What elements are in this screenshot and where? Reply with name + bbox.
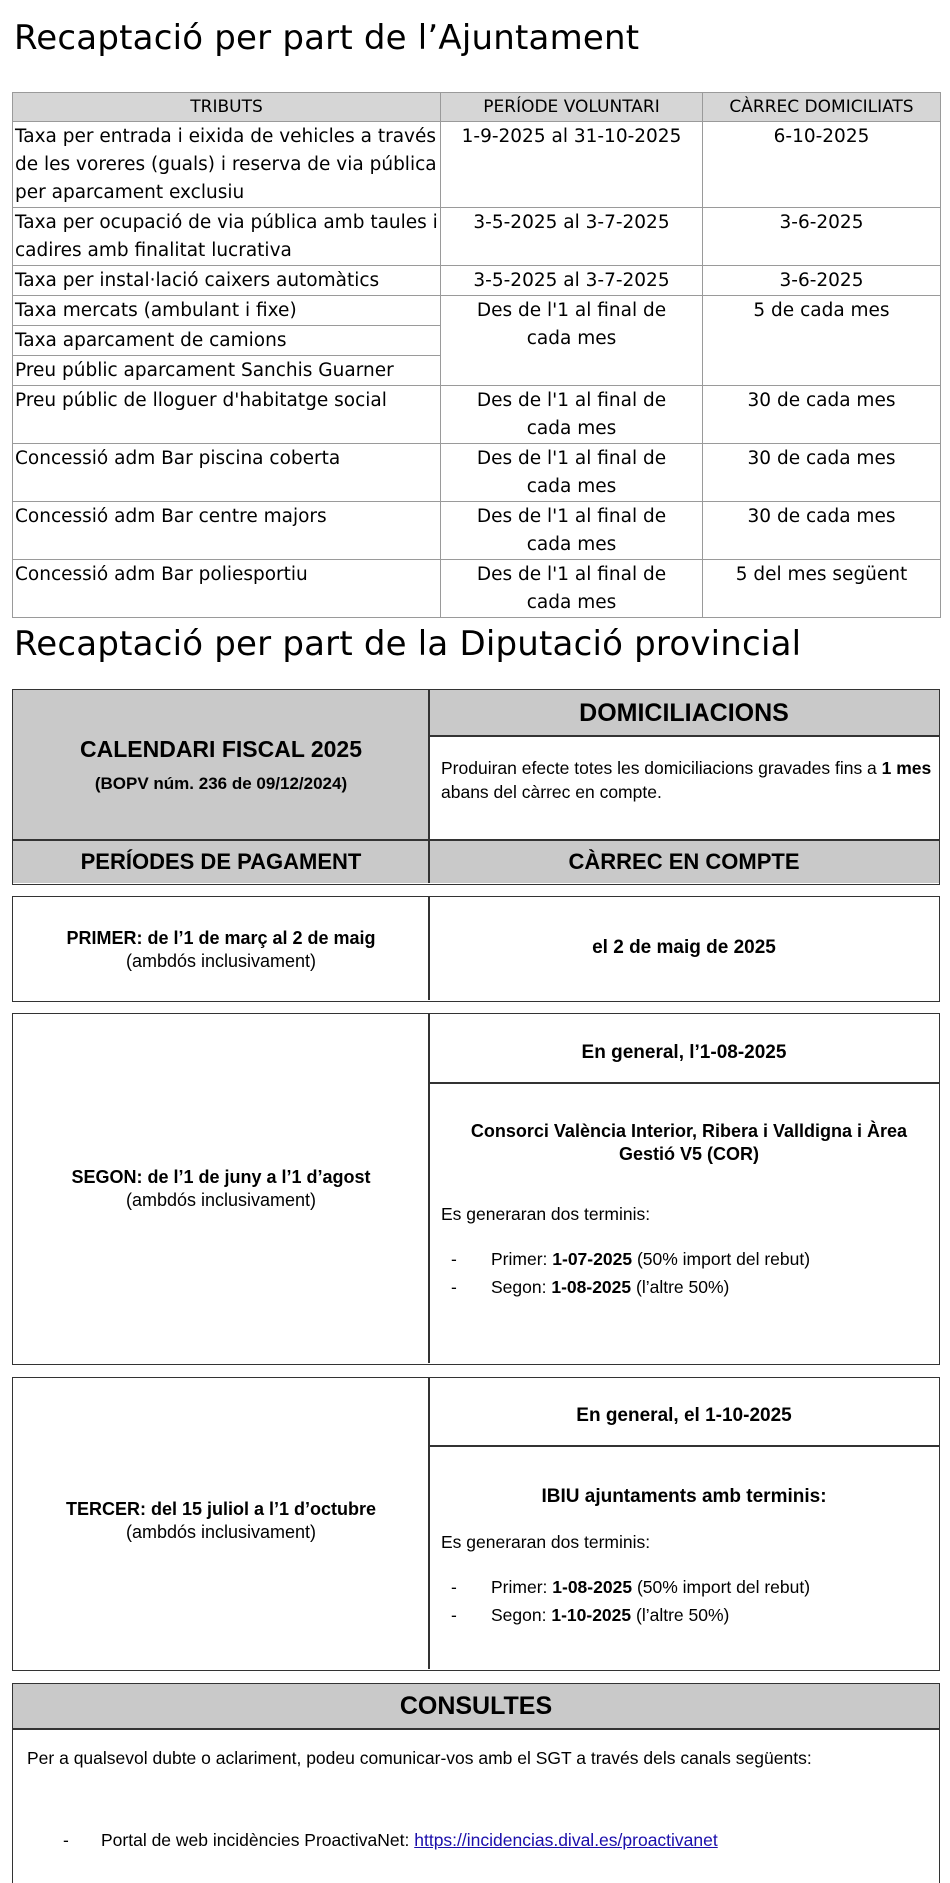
segon-general: En general, l’1-08-2025 (581, 1042, 787, 1063)
carrec-cell: 30 de cada mes (703, 444, 941, 502)
periode-cell: Des de l'1 al final de cada mes (441, 296, 703, 386)
tribut-cell: Preu públic de lloguer d'habitatge social (13, 386, 441, 444)
header-periode: PERÍODE VOLUNTARI (441, 93, 703, 122)
primer-block (12, 896, 940, 1002)
periode-cell: 3-5-2025 al 3-7-2025 (441, 266, 703, 296)
periode-cell: Des de l'1 al final de cada mes (441, 444, 703, 502)
segon-terminis: Es generaran dos terminis: (441, 1204, 651, 1224)
termini-date: 1-10-2025 (551, 1605, 632, 1625)
carrec-cell: 30 de cada mes (703, 386, 941, 444)
termini-name: Primer: (491, 1249, 548, 1269)
carrec-cell: 3-6-2025 (703, 266, 941, 296)
termini-name: Segon: (491, 1277, 547, 1297)
periode-cell: Des de l'1 al final de cada mes (441, 386, 703, 444)
termini-name: Segon: (491, 1605, 547, 1625)
portal-link[interactable]: https://incidencias.dival.es/proactivanet (414, 1830, 718, 1850)
segon-block (12, 1013, 940, 1365)
tribut-cell: Taxa mercats (ambulant i fixe) (13, 296, 441, 326)
table-row (13, 296, 941, 326)
domiciliacions-title: DOMICILIACIONS (429, 690, 939, 736)
segon-note: (ambdós inclusivament) (125, 1190, 317, 1210)
consultes-block (12, 1683, 940, 1883)
carrec-cell: 5 del mes següent (703, 560, 941, 618)
table-row (13, 560, 941, 618)
header-carrec: CÀRREC DOMICILIATS (703, 93, 941, 122)
calendar-title-cell (13, 690, 429, 840)
segon-consorci: Consorci València Interior, Ribera i Valldigna i Àrea Gestió V5 (COR) (470, 1121, 908, 1164)
termini-name: Primer: (491, 1577, 548, 1597)
tercer-ibiu: IBIU ajuntaments amb terminis: (541, 1486, 827, 1507)
segon-label: SEGON: (71, 1167, 143, 1187)
tribut-cell: Concessió adm Bar centre majors (13, 502, 441, 560)
tribut-cell: Preu públic aparcament Sanchis Guarner (13, 356, 441, 386)
tercer-range: del 15 juliol a l’1 d’octubre (150, 1499, 377, 1519)
tribut-cell: Taxa per instal·lació caixers automàtics (13, 266, 441, 296)
periode-cell: 3-5-2025 al 3-7-2025 (441, 208, 703, 266)
tercer-block (12, 1377, 940, 1671)
termini-desc: (l’altre 50%) (636, 1277, 730, 1297)
table-row (13, 502, 941, 560)
periode-cell: Des de l'1 al final de cada mes (441, 502, 703, 560)
calendar-title: CALENDARI FISCAL 2025 (79, 736, 363, 762)
primer-label: PRIMER: (66, 928, 143, 948)
termini-desc: (50% import del rebut) (636, 1577, 811, 1597)
diputacio-heading: Recaptació per part de la Diputació provincial (14, 624, 802, 664)
domiciliacions-text-part1: Produiran efecte totes les domiciliacions gravades fins a (441, 758, 882, 778)
tribut-cell: Concessió adm Bar piscina coberta (13, 444, 441, 502)
primer-note: (ambdós inclusivament) (125, 951, 317, 971)
tribut-cell: Taxa per entrada i eixida de vehicles a través de les voreres (guals) i reserva de via pública per aparcament exclusiu (13, 122, 441, 208)
domiciliacions-bold: 1 mes (881, 758, 932, 778)
periode-cell: 1-9-2025 al 31-10-2025 (441, 122, 703, 208)
table-row (13, 266, 941, 296)
ajuntament-heading: Recaptació per part de l’Ajuntament (14, 18, 640, 58)
list-item: - Segon: 1-10-2025 (l’altre 50%) (451, 1605, 730, 1625)
carrec-cell: 5 de cada mes (703, 296, 941, 386)
tercer-general: En general, el 1-10-2025 (576, 1405, 792, 1426)
table-row (13, 386, 941, 444)
tribut-cell: Concessió adm Bar poliesportiu (13, 560, 441, 618)
primer-range: de l’1 de març al 2 de maig (147, 928, 376, 948)
header-tributs: TRIBUTS (13, 93, 441, 122)
list-item: - Primer: 1-08-2025 (50% import del rebut) (451, 1577, 811, 1597)
carrec-cell: 6-10-2025 (703, 122, 941, 208)
ajuntament-table (12, 92, 941, 618)
portal-label: Portal de web incidències ProactivaNet: (101, 1830, 410, 1850)
table-row (13, 122, 941, 208)
termini-desc: (l’altre 50%) (636, 1605, 730, 1625)
list-item: - Primer: 1-07-2025 (50% import del rebut) (451, 1249, 811, 1269)
termini-date: 1-08-2025 (552, 1577, 633, 1597)
tercer-terminis: Es generaran dos terminis: (441, 1532, 651, 1552)
table-row (13, 444, 941, 502)
tribut-cell: Taxa aparcament de camions (13, 326, 441, 356)
table-header-row (13, 93, 941, 122)
tercer-label: TERCER: (65, 1499, 146, 1519)
domiciliacions-text-part2: abans del càrrec en compte. (441, 782, 662, 802)
primer-period (13, 927, 429, 973)
consultes-title: CONSULTES (13, 1684, 939, 1728)
primer-carrec: el 2 de maig de 2025 (592, 937, 776, 958)
portal-item: - Portal de web incidències ProactivaNet: https://incidencias.dival.es/proactivanet (63, 1830, 718, 1850)
segon-period (13, 1166, 429, 1212)
carrec-cell: 3-6-2025 (703, 208, 941, 266)
col-carrec-header: CÀRREC EN COMPTE (429, 840, 939, 883)
calendar-subtitle: (BOPV núm. 236 de 09/12/2024) (94, 774, 348, 793)
termini-date: 1-07-2025 (552, 1249, 633, 1269)
tribut-cell: Taxa per ocupació de via pública amb taules i cadires amb finalitat lucrativa (13, 208, 441, 266)
tercer-note: (ambdós inclusivament) (125, 1522, 317, 1542)
tercer-period (13, 1498, 429, 1544)
termini-date: 1-08-2025 (551, 1277, 632, 1297)
segon-range: de l’1 de juny a l’1 d’agost (147, 1167, 371, 1187)
consultes-text: Per a qualsevol dubte o aclariment, podeu comunicar-vos amb el SGT a través dels canals següents: (27, 1748, 812, 1768)
termini-desc: (50% import del rebut) (636, 1249, 811, 1269)
calendar-header-block (12, 689, 940, 885)
carrec-cell: 30 de cada mes (703, 502, 941, 560)
table-row (13, 208, 941, 266)
domiciliacions-text (441, 756, 935, 804)
list-item: - Segon: 1-08-2025 (l’altre 50%) (451, 1277, 730, 1297)
periode-cell: Des de l'1 al final de cada mes (441, 560, 703, 618)
col-periodes-header: PERÍODES DE PAGAMENT (13, 840, 429, 883)
